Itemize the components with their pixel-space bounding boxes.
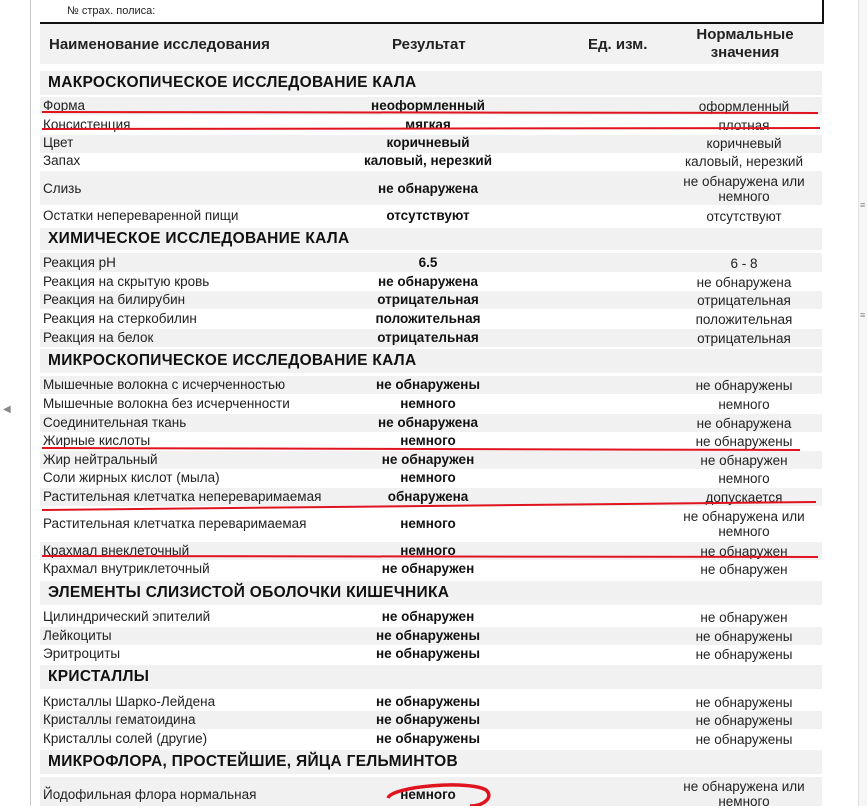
vertical-scrollbar[interactable] xyxy=(858,0,867,806)
test-name: Форма xyxy=(43,98,86,113)
test-result: не обнаружены xyxy=(376,731,480,746)
test-result: коричневый xyxy=(386,135,470,150)
test-result: отсутствуют xyxy=(386,208,470,223)
test-result: неоформленный xyxy=(371,98,485,113)
test-norm: не обнаружен xyxy=(700,453,788,468)
test-norm: 6 - 8 xyxy=(730,256,758,271)
section-chemical: ХИМИЧЕСКОЕ ИССЛЕДОВАНИЕ КАЛА xyxy=(40,228,822,250)
test-result: немного xyxy=(400,543,456,558)
test-name: Крахмал внутриклеточный xyxy=(43,561,210,576)
test-result: не обнаружены xyxy=(376,646,480,661)
column-header-result: Результат xyxy=(392,36,466,53)
test-norm: не обнаружена xyxy=(696,416,792,431)
section-microflora: МИКРОФЛОРА, ПРОСТЕЙШИЕ, ЯЙЦА ГЕЛЬМИНТОВ xyxy=(40,750,822,774)
test-name: Мышечные волокна с исчерченностью xyxy=(43,377,286,392)
test-name: Соединительная ткань xyxy=(43,415,187,430)
test-name: Лейкоциты xyxy=(43,628,112,643)
scroll-grip-icon: ≡ xyxy=(860,310,866,320)
underline-mark xyxy=(42,112,818,113)
test-name: Консистенция xyxy=(43,117,131,132)
test-result: не обнаружен xyxy=(381,561,475,576)
test-result: не обнаружен xyxy=(381,609,475,624)
test-name: Йодофильная флора нормальная xyxy=(43,787,257,802)
column-header-unit: Ед. изм. xyxy=(588,36,648,53)
test-result: немного xyxy=(400,433,456,448)
test-result: не обнаружена xyxy=(378,181,478,196)
test-norm-line2: немного xyxy=(718,189,770,204)
test-result: не обнаружена xyxy=(378,274,478,289)
test-result: не обнаружены xyxy=(376,628,480,643)
test-norm-line1: не обнаружена или xyxy=(683,509,805,524)
section-microscopic: МИКРОСКОПИЧЕСКОЕ ИССЛЕДОВАНИЕ КАЛА xyxy=(40,349,822,373)
column-header-norm-line1: Нормальные xyxy=(696,26,794,43)
test-name: Растительная клетчатка непереваримаемая xyxy=(43,489,322,504)
section-macro: МАКРОСКОПИЧЕСКОЕ ИССЛЕДОВАНИЕ КАЛА xyxy=(40,71,822,95)
test-norm: не обнаружен xyxy=(700,610,788,625)
test-name: Реакция на белок xyxy=(43,330,154,345)
test-result: 6.5 xyxy=(418,255,438,270)
test-name: Слизь xyxy=(43,181,82,196)
test-norm: не обнаружены xyxy=(695,434,793,449)
test-norm: не обнаружены xyxy=(695,713,793,728)
test-result: немного xyxy=(400,470,456,485)
test-name: Реакция на билирубин xyxy=(43,292,186,307)
column-header-name: Наименование исследования xyxy=(49,36,270,53)
test-name: Реакция pH xyxy=(43,255,116,270)
test-norm: немного xyxy=(718,397,770,412)
test-name: Реакция на стеркобилин xyxy=(43,311,197,326)
test-result: немного xyxy=(400,787,456,802)
test-norm-line2: немного xyxy=(718,524,770,539)
underline-mark xyxy=(42,502,816,510)
circle-mark xyxy=(388,785,489,806)
test-norm: каловый, нерезкий xyxy=(684,154,804,169)
test-result: обнаружена xyxy=(387,489,469,504)
test-norm: немного xyxy=(718,471,770,486)
underline-mark xyxy=(42,128,820,129)
test-name: Запах xyxy=(43,153,81,168)
test-result: отрицательная xyxy=(377,330,479,345)
test-name: Жир нейтральный xyxy=(43,452,158,467)
test-name: Эритроциты xyxy=(43,646,121,661)
test-name: Мышечные волокна без исчерченности xyxy=(43,396,290,411)
test-norm: не обнаружены xyxy=(695,647,793,662)
test-result: не обнаружена xyxy=(378,415,478,430)
test-norm-line1: не обнаружена или xyxy=(683,174,805,189)
test-norm: не обнаружен xyxy=(700,562,788,577)
test-name: Реакция на скрытую кровь xyxy=(43,274,210,289)
test-name: Жирные кислоты xyxy=(43,433,151,448)
test-name: Соли жирных кислот (мыла) xyxy=(43,470,220,485)
test-name: Цилиндрический эпителий xyxy=(43,609,211,624)
test-norm: не обнаружены xyxy=(695,378,793,393)
test-name: Кристаллы Шарко-Лейдена xyxy=(43,694,216,709)
test-norm: коричневый xyxy=(706,136,782,151)
test-norm-line2: немного xyxy=(718,794,770,809)
scroll-grip-icon: ≡ xyxy=(860,200,866,210)
test-result: положительная xyxy=(375,311,481,326)
test-result: немного xyxy=(400,516,456,531)
test-norm: отрицательная xyxy=(697,331,791,346)
test-norm: не обнаружены xyxy=(695,629,793,644)
test-norm-line1: не обнаружена или xyxy=(683,779,805,794)
test-norm: оформленный xyxy=(698,99,790,114)
test-name: Кристаллы гематоидина xyxy=(43,712,196,727)
test-name: Остатки непереваренной пищи xyxy=(43,208,239,223)
underline-mark xyxy=(42,448,800,450)
test-result: отрицательная xyxy=(377,292,479,307)
test-result: немного xyxy=(400,396,456,411)
test-norm: не обнаружен xyxy=(700,544,788,559)
test-norm: плотная xyxy=(718,118,770,133)
test-norm: не обнаружены xyxy=(695,695,793,710)
section-mucosa: ЭЛЕМЕНТЫ СЛИЗИСТОЙ ОБОЛОЧКИ КИШЕЧНИКА xyxy=(40,581,822,605)
test-name: Крахмал внеклеточный xyxy=(43,543,190,558)
column-header-norm-line2: значения xyxy=(710,44,780,61)
test-norm: отрицательная xyxy=(697,293,791,308)
policy-number-label: № страх. полиса: xyxy=(67,5,156,17)
test-name: Кристаллы солей (другие) xyxy=(43,731,208,746)
test-result: каловый, нерезкий xyxy=(363,153,493,168)
scroll-left-icon[interactable]: ◀ xyxy=(3,404,11,415)
section-crystals: КРИСТАЛЛЫ xyxy=(40,665,822,689)
test-result: мягкая xyxy=(405,117,451,132)
test-name: Цвет xyxy=(43,135,74,150)
test-result: не обнаружены xyxy=(376,694,480,709)
test-norm: положительная xyxy=(695,312,793,327)
test-norm: не обнаружены xyxy=(695,732,793,747)
test-result: не обнаружены xyxy=(376,377,480,392)
test-result: не обнаружен xyxy=(381,452,475,467)
test-norm: допускается xyxy=(705,490,783,505)
test-name: Растительная клетчатка переваримаемая xyxy=(43,516,307,531)
underline-mark xyxy=(42,556,818,557)
test-result: не обнаружены xyxy=(376,712,480,727)
test-norm: не обнаружена xyxy=(696,275,792,290)
test-norm: отсутствуют xyxy=(706,209,782,224)
